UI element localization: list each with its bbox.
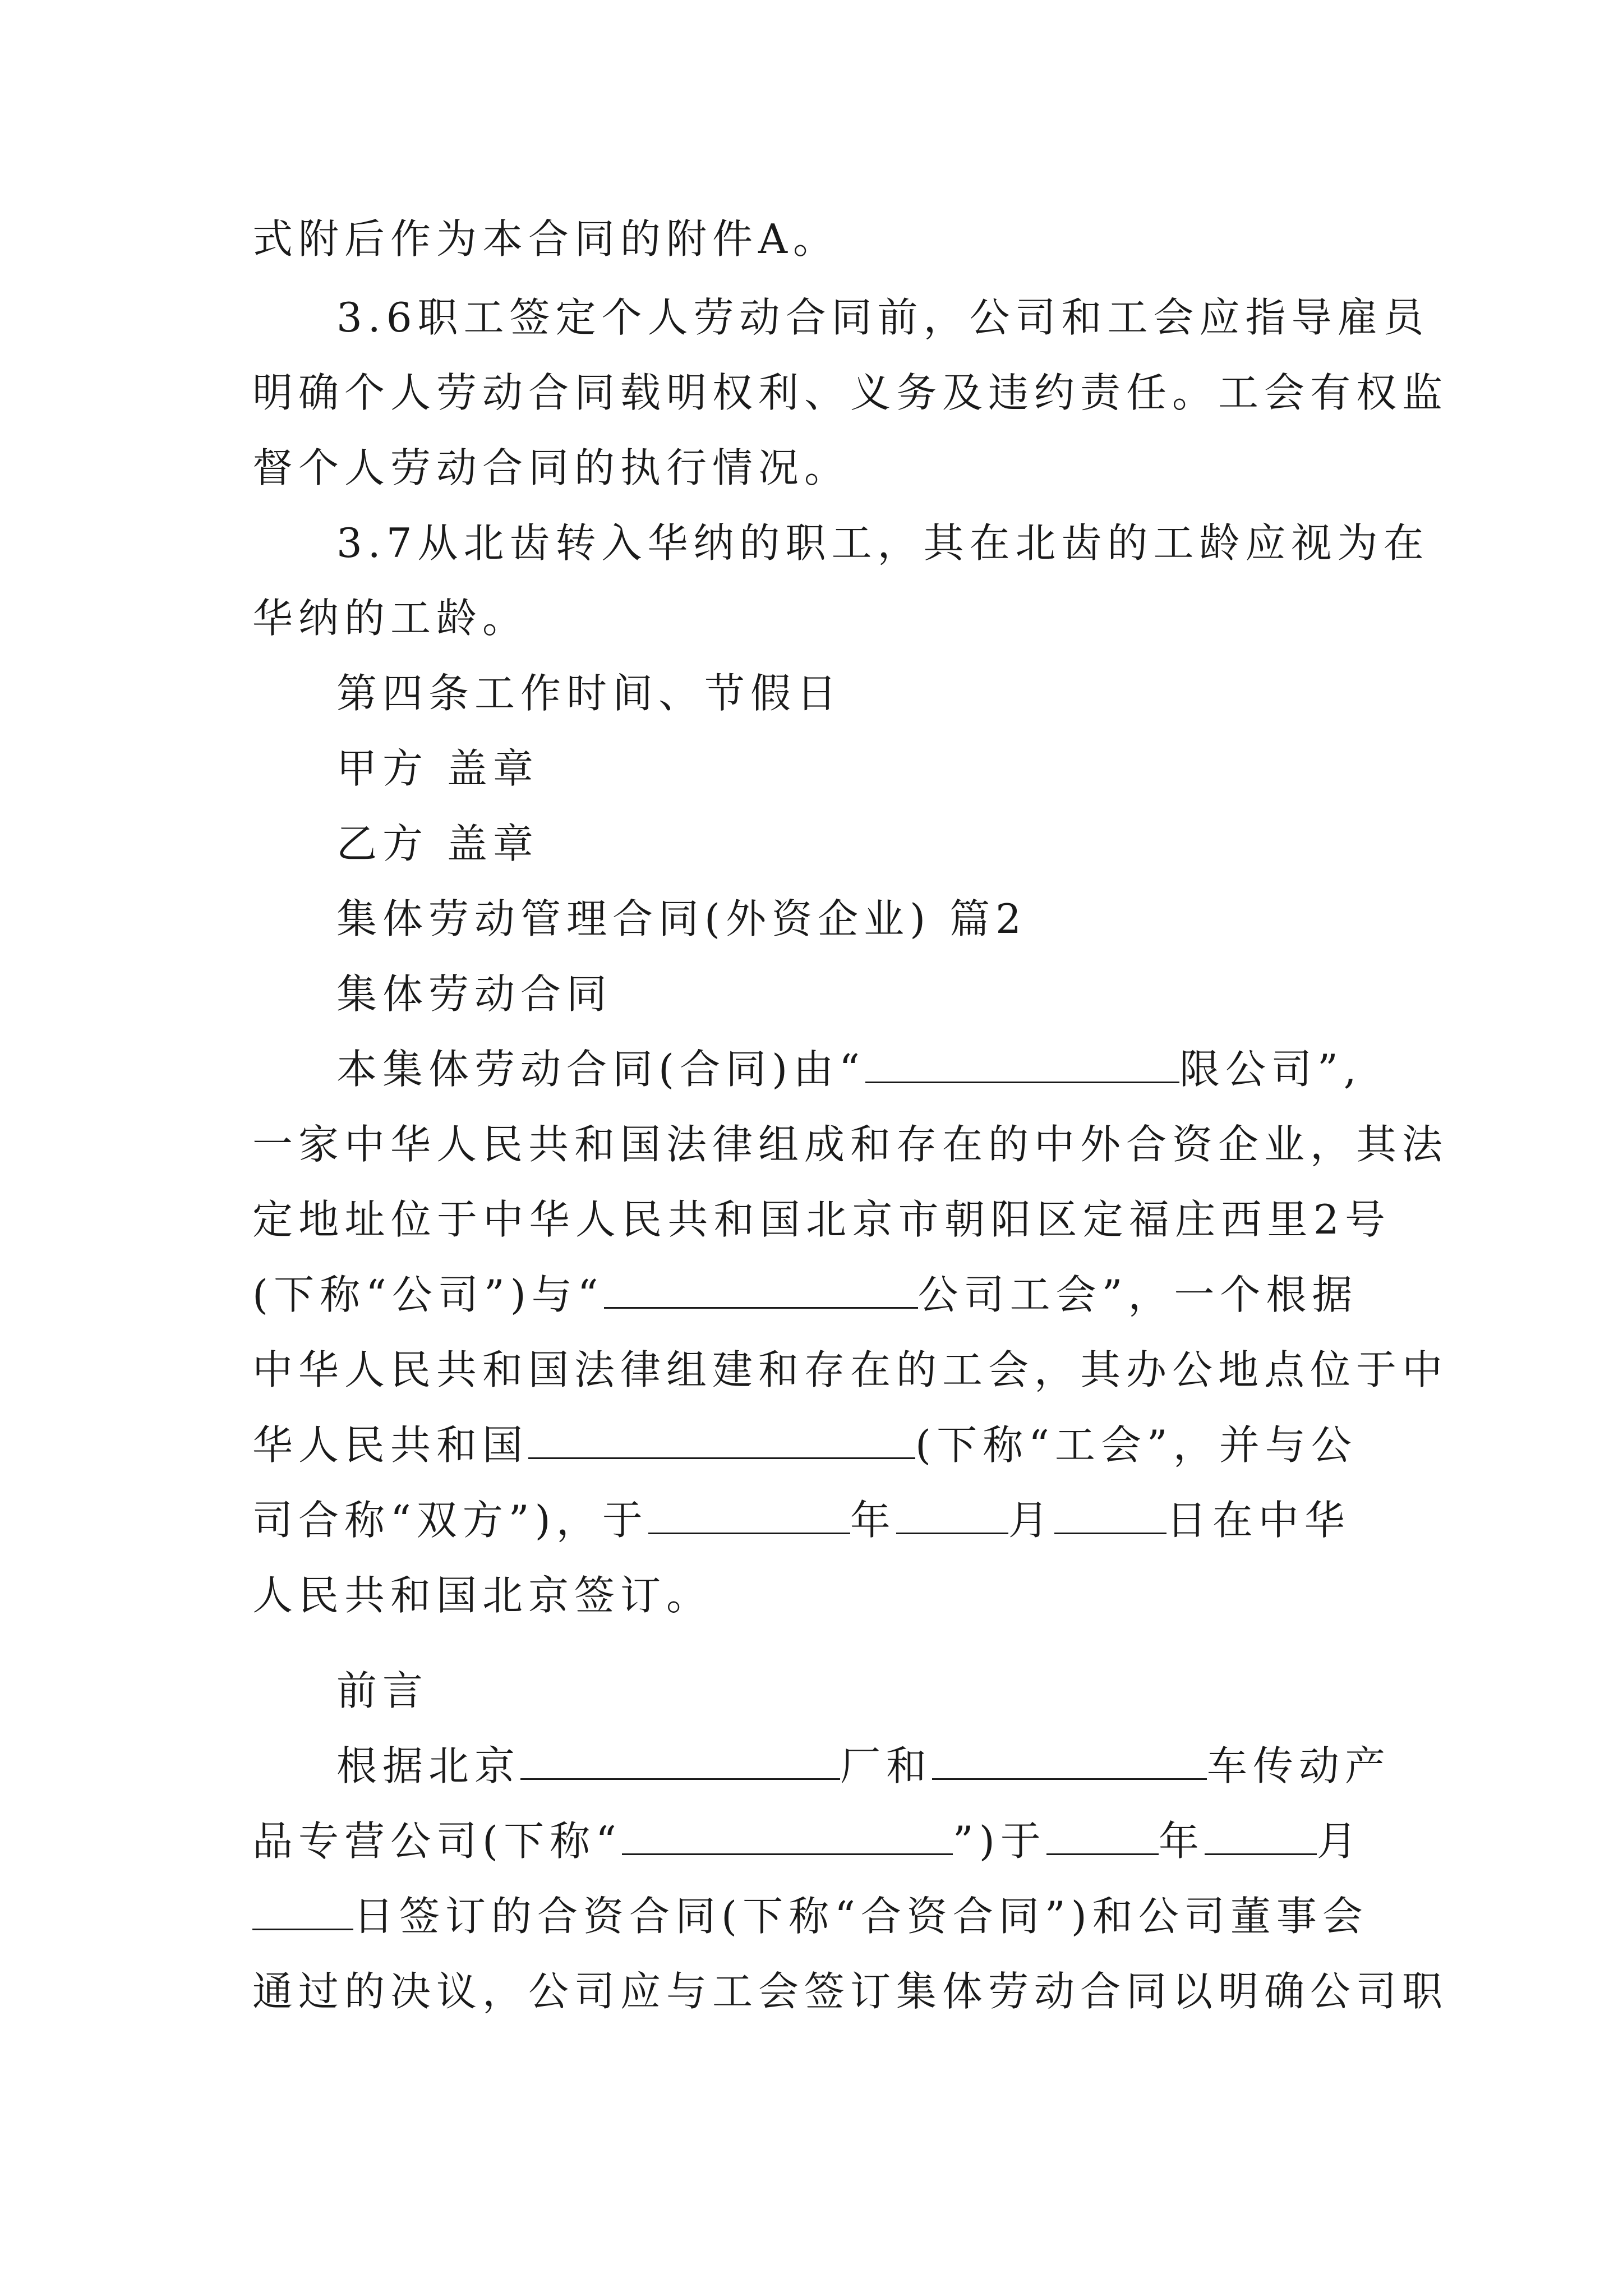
paragraph-line: 一家中华人民共和国法律组成和存在的中外合资企业，其法 — [252, 1121, 1449, 1168]
year-label: 年 — [1158, 1818, 1205, 1865]
intro-line-1 — [336, 1042, 1391, 1096]
paragraph-line: 督个人劳动合同的执行情况。 — [252, 444, 851, 491]
contract-title: 集体劳动合同 — [336, 970, 613, 1018]
intro-text-a: (下称“公司”)与“ — [252, 1271, 604, 1318]
preface-line-1 — [336, 1739, 1391, 1793]
preface-line-2 — [252, 1814, 1391, 1868]
clause-3-6-line: 3.6职工签定个人劳动合同前，公司和工会应指导雇员 — [336, 294, 1430, 341]
union-address-blank — [528, 1423, 915, 1459]
paragraph-line: 定地址位于中华人民共和国北京市朝阳区定福庄西里2号 — [252, 1196, 1391, 1243]
preface-text-b: 厂和 — [840, 1742, 933, 1789]
intro-text-a: 华人民共和国 — [252, 1421, 529, 1469]
year-label: 年 — [850, 1497, 896, 1544]
party-a-seal-line: 甲方 盖章 — [336, 745, 539, 792]
paragraph-line: 中华人民共和国法律组建和存在的工会，其办公地点位于中 — [252, 1346, 1449, 1393]
preface-text-a: 根据北京 — [336, 1742, 521, 1789]
year-blank — [648, 1498, 850, 1534]
clause-3-7-line: 3.7从北齿转入华纳的职工，其在北齿的工龄应视为在 — [336, 519, 1430, 567]
intro-text-b: (下称“工会”，并与公 — [915, 1421, 1357, 1469]
party-b-seal-line: 乙方 盖章 — [336, 820, 539, 867]
preface-heading: 前言 — [336, 1667, 429, 1714]
preface-text-a: 品专营公司(下称“ — [252, 1818, 622, 1865]
month-label: 月 — [1008, 1497, 1054, 1544]
article-4-heading: 第四条工作时间、节假日 — [336, 670, 843, 717]
paragraph-line: 人民共和国北京签订。 — [252, 1572, 713, 1619]
section-title: 集体劳动管理合同(外资企业) 篇2 — [336, 895, 1027, 942]
preface-text-a: 日签订的合资合同(下称“合资合同”)和公司董事会 — [353, 1893, 1368, 1940]
intro-text-a: 司合称“双方”)，于 — [252, 1497, 648, 1544]
preface-text-c: 车传动产 — [1207, 1742, 1391, 1789]
company-name-blank — [932, 1743, 1207, 1780]
month-label: 月 — [1316, 1818, 1363, 1865]
intro-text-a: 本集体劳动合同(合同)由“ — [336, 1046, 865, 1093]
month-blank — [896, 1498, 1008, 1534]
year-blank — [1046, 1819, 1159, 1855]
company-name-blank — [865, 1047, 1179, 1083]
intro-line-6 — [252, 1418, 1391, 1472]
preface-line-3 — [252, 1889, 1391, 1943]
intro-line-4 — [252, 1268, 1391, 1322]
intro-text-b: 限公司”, — [1179, 1046, 1362, 1093]
preface-text-b: ”)于 — [952, 1818, 1046, 1865]
paragraph-line: 通过的决议，公司应与工会签订集体劳动合同以明确公司职 — [252, 1968, 1449, 2015]
paragraph-line: 式附后作为本合同的附件A。 — [252, 215, 839, 263]
day-blank — [1054, 1498, 1166, 1534]
day-blank — [252, 1894, 353, 1930]
short-name-blank — [622, 1819, 953, 1855]
intro-text-b: 公司工会”，一个根据 — [917, 1271, 1358, 1318]
factory-name-blank — [520, 1743, 840, 1780]
intro-text-d: 日在中华 — [1166, 1497, 1350, 1544]
month-blank — [1205, 1819, 1317, 1855]
intro-line-7 — [252, 1493, 1391, 1547]
paragraph-line: 明确个人劳动合同载明权利、义务及违约责任。工会有权监 — [252, 369, 1449, 416]
union-name-blank — [604, 1272, 918, 1309]
paragraph-line: 华纳的工龄。 — [252, 595, 529, 642]
